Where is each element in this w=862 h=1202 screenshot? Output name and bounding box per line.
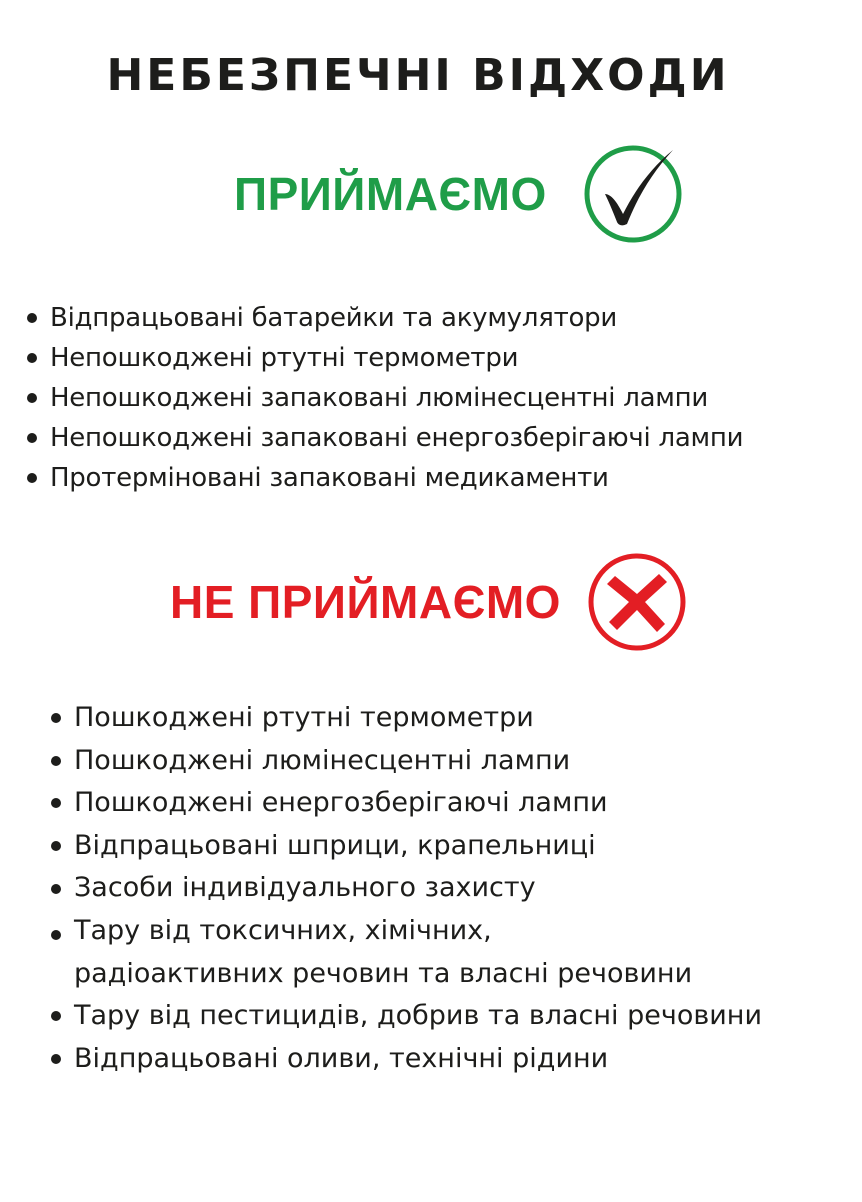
page-title: НЕБЕЗПЕЧНІ ВІДХОДИ: [106, 50, 730, 101]
list-item-line: Тару від токсичних, хімічних,: [74, 914, 492, 946]
list-item: Пошкоджені енергозберігаючі лампи: [48, 782, 762, 825]
list-item: Відпрацьовані оливи, технічні рідини: [48, 1038, 762, 1081]
list-item: Відпрацьовані батарейки та акумулятори: [24, 298, 743, 338]
list-item: Непошкоджені ртутні термометри: [24, 338, 743, 378]
accepted-label: ПРИЙМАЄМО: [234, 168, 547, 220]
list-item: Непошкоджені запаковані енергозберігаючі лампи: [24, 418, 743, 458]
list-item: Протерміновані запаковані медикаменти: [24, 458, 743, 498]
accepted-list: [24, 298, 743, 498]
rejected-label: НЕ ПРИЙМАЄМО: [170, 576, 561, 628]
rejected-list: [48, 697, 762, 1080]
rejected-heading: [170, 550, 689, 654]
list-item: Непошкоджені запаковані люмінесцентні лампи: [24, 378, 743, 418]
list-item: Тару від пестицидів, добрив та власні речовини: [48, 995, 762, 1038]
list-item: Засоби індивідуального захисту: [48, 867, 762, 910]
accepted-heading: [234, 142, 685, 246]
cross-circle-icon: [585, 550, 689, 654]
list-item: Пошкоджені люмінесцентні лампи: [48, 740, 762, 783]
list-item: Відпрацьовані шприци, крапельниці: [48, 825, 762, 868]
list-item: Пошкоджені ртутні термометри: [48, 697, 762, 740]
list-item: [48, 910, 762, 995]
checkmark-circle-icon: [581, 142, 685, 246]
list-item-line: радіоактивних речовин та власні речовини: [74, 957, 693, 989]
